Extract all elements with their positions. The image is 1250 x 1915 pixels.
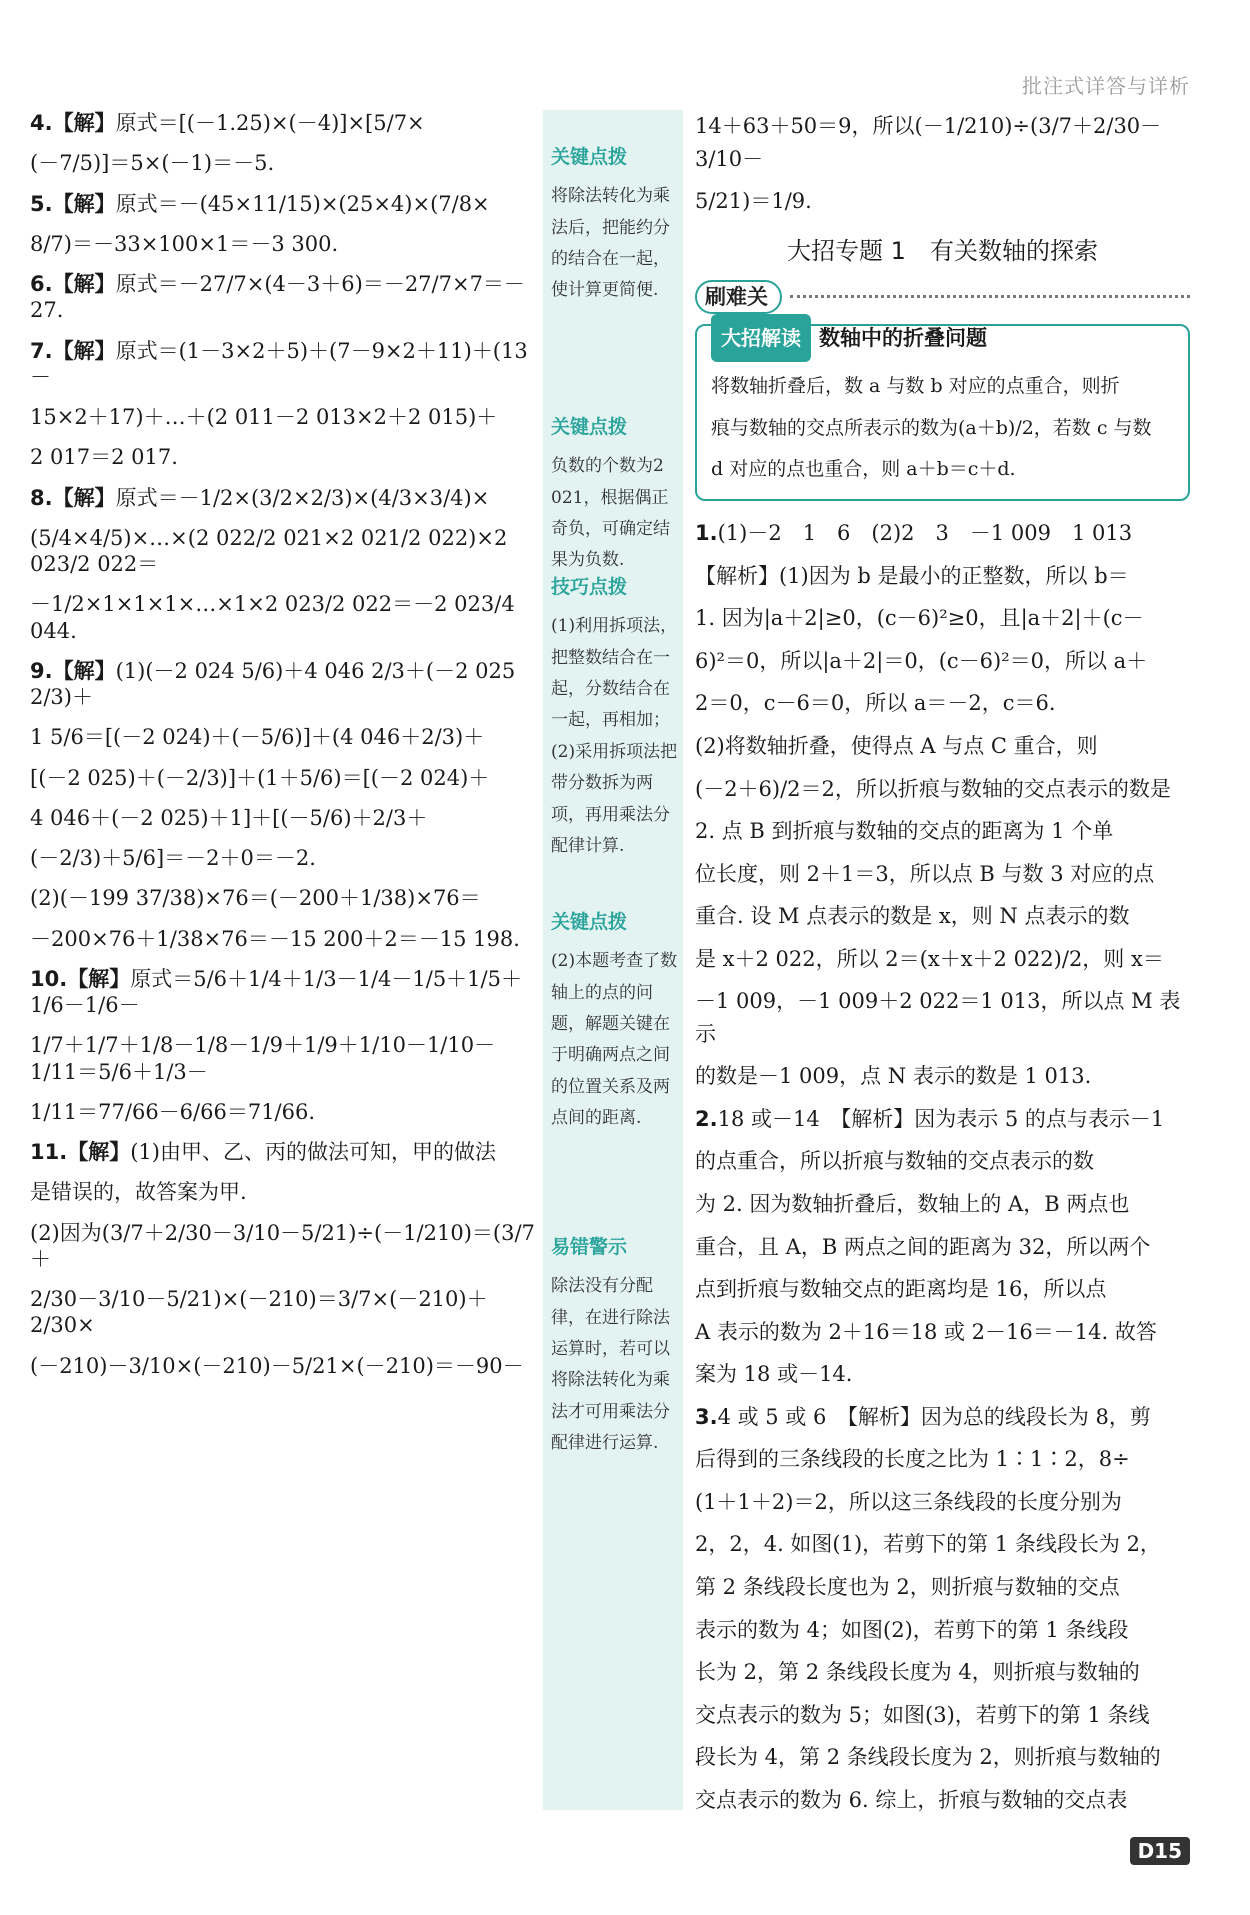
page-number: D15 (1130, 1837, 1190, 1865)
line-text: 原式＝[(－1.25)×(－4)]×[5/7× (115, 111, 425, 135)
section-banner (695, 280, 1190, 314)
line-text: 原式＝－1/2×(3/2×2/3)×(4/3×3/4)× (115, 485, 490, 510)
problem-line (30, 845, 540, 871)
line-text: A 表示的数为 2＋16＝18 或 2－16＝－14. 故答 (695, 1319, 1157, 1344)
annotation-text: (2)本题考查了数轴上的点的问题，解题关键在于明确两点之间的位置关系及两点间的距离. (551, 951, 678, 1129)
problem-line (30, 1179, 540, 1205)
line-text: 后得到的三条线段的长度之比为 1∶1∶2，8÷ (695, 1447, 1130, 1472)
solution-tag: 【解】 (67, 965, 131, 991)
line-text: －1/2×1×1×1×…×1×2 023/2 022＝－2 023/4 044. (30, 592, 522, 643)
continuation-line: 14＋63＋50＝9，所以(－1/210)÷(3/7＋2/30－3/10－ (695, 114, 1162, 171)
answer-line (695, 1443, 1190, 1476)
line-text: 8/7)＝－33×100×1＝－3 300. (30, 231, 339, 256)
answer-line (695, 943, 1190, 976)
annotation-block (551, 1230, 679, 1460)
solution-tag: 【解】 (52, 484, 116, 510)
problem-line (30, 805, 540, 831)
problem-line (30, 485, 540, 511)
answer-line (695, 815, 1190, 848)
problem-number: 7. (30, 338, 53, 363)
tip-line: 将数轴折叠后，数 a 与数 b 对应的点重合，则折 (711, 374, 1120, 397)
line-text: 4 或 5 或 6 【解析】因为总的线段长为 8，剪 (717, 1404, 1151, 1429)
annotation-block (551, 140, 679, 307)
problem-line (30, 338, 540, 391)
line-text: (1)由甲、乙、丙的做法可知，甲的做法 (130, 1140, 496, 1164)
answer-line (695, 1571, 1190, 1604)
problem-line (30, 658, 540, 711)
problem-number: 4. (30, 111, 53, 135)
line-text: 长为 2，第 2 条线段长度为 4，则折痕与数轴的 (695, 1660, 1140, 1685)
line-text: 6)²＝0，所以|a＋2|＝0，(c－6)²＝0，所以 a＋ (695, 648, 1148, 673)
problem-line (30, 525, 540, 578)
line-text: 2，2，4. 如图(1)，若剪下的第 1 条线段长为 2， (695, 1532, 1161, 1557)
problem-number: 6. (30, 272, 53, 296)
line-text: 的数是－1 009，点 N 表示的数是 1 013. (695, 1064, 1092, 1089)
line-text: 1 5/6＝[(－2 024)＋(－5/6)]＋(4 046＋2/3)＋ (30, 725, 485, 750)
answer-line (695, 1188, 1190, 1221)
line-text: 2＝0，c－6＝0，所以 a＝－2，c＝6. (695, 691, 1056, 716)
annotation-block (551, 905, 679, 1135)
answer-line (695, 985, 1190, 1050)
right-column (695, 110, 1190, 1826)
line-text: 2. 点 B 到折痕与数轴的交点的距离为 1 个单 (695, 819, 1114, 844)
line-text: －1 009，－1 009＋2 022＝1 013，所以点 M 表示 (695, 989, 1181, 1046)
annotation-title: 技巧点拨 (551, 576, 628, 598)
line-text: 重合. 设 M 点表示的数是 x，则 N 点表示的数 (695, 904, 1130, 929)
line-text: 1/7＋1/7＋1/8－1/8－1/9＋1/9＋1/10－1/10－1/11＝5/6＋1/3－ (30, 1033, 496, 1084)
answer-number: 3. (695, 1404, 718, 1429)
left-column (30, 110, 540, 1393)
problem-line (30, 966, 540, 1019)
line-text: 点到折痕与数轴交点的距离均是 16，所以点 (695, 1277, 1107, 1302)
line-text: －200×76＋1/38×76＝－15 200＋2＝－15 198. (30, 926, 520, 951)
annotation-title: 关键点拨 (551, 416, 628, 438)
line-text: (－2＋6)/2＝2，所以折痕与数轴的交点表示的数是 (695, 776, 1171, 801)
banner-badge: 刷难关 (695, 280, 782, 314)
line-text: 1. 因为|a＋2|≥0，(c－6)²≥0，且|a＋2|＋(c－ (695, 606, 1144, 631)
annotation-title: 关键点拨 (551, 911, 628, 933)
problem (30, 338, 540, 471)
answer (695, 1103, 1190, 1391)
problem-line (30, 885, 540, 911)
line-text: 重合，且 A，B 两点之间的距离为 32，所以两个 (695, 1234, 1151, 1259)
line-text: (1)(－2 024 5/6)＋4 046 2/3＋(－2 025 2/3)＋ (30, 658, 522, 709)
answer-line (695, 1103, 1190, 1136)
line-text: 原式＝－27/7×(4－3＋6)＝－27/7×7＝－27. (30, 272, 525, 323)
line-text: 第 2 条线段长度也为 2，则折痕与数轴的交点 (695, 1574, 1120, 1599)
problem-number: 5. (30, 191, 53, 216)
annotation-title: 易错警示 (551, 1236, 628, 1258)
line-text: 【解析】(1)因为 b 是最小的正整数，所以 b＝ (695, 563, 1129, 588)
line-text: 是错误的，故答案为甲. (30, 1180, 247, 1205)
annotation-text: (1)利用拆项法，把整数结合在一起，分数结合在一起，再相加；(2)采用拆项法把带分数拆为两项，再用乘法分配律计算. (551, 616, 678, 857)
line-text: 1/11＝77/66－6/66＝71/66. (30, 1099, 316, 1124)
line-text: (1)－2 1 6 (2)2 3 －1 009 1 013 (717, 521, 1133, 546)
line-text: [(－2 025)＋(－2/3)]＋(1＋5/6)＝[(－2 024)＋ (30, 765, 490, 790)
line-text: (－210)－3/10×(－210)－5/21×(－210)＝－90－ (30, 1353, 524, 1378)
line-text: (5/4×4/5)×…×(2 022/2 021×2 021/2 022)×2 023/2 022＝ (30, 525, 515, 576)
tip-label: 大招解读 (711, 314, 811, 362)
problem (30, 485, 540, 644)
problem-line (30, 271, 540, 324)
answer-line (695, 1699, 1190, 1732)
line-text: 是 x＋2 022，所以 2＝(x＋x＋2 022)/2，则 x＝ (695, 946, 1164, 971)
problem-number: 9. (30, 658, 53, 683)
line-text: (2)(－199 37/38)×76＝(－200＋1/38)×76＝ (30, 886, 481, 911)
answer-line (695, 645, 1190, 678)
answer (695, 1401, 1190, 1816)
problem-number: 10. (30, 966, 68, 991)
line-text: 2 017＝2 017. (30, 445, 178, 470)
problem-line (30, 591, 540, 644)
continuation (695, 110, 1190, 218)
annotation-block (551, 410, 679, 577)
solution-tag: 【解】 (52, 110, 116, 135)
problem-line (30, 1220, 540, 1273)
problem (30, 1139, 540, 1379)
answer-line (695, 900, 1190, 933)
answer-line (695, 517, 1190, 550)
line-text: (2)因为(3/7＋2/30－3/10－5/21)÷(－1/210)＝(3/7＋ (30, 1220, 535, 1271)
answer-line (695, 1401, 1190, 1434)
tip-line: d 对应的点也重合，则 a＋b＝c＋d. (711, 458, 1016, 481)
tip-line: 痕与数轴的交点所表示的数为(a＋b)/2，若数 c 与数 (711, 416, 1152, 439)
problem (30, 271, 540, 324)
answer-line (695, 1741, 1190, 1774)
problem (30, 658, 540, 952)
answers (695, 517, 1190, 1816)
problem-line (30, 191, 540, 217)
problem-line (30, 110, 540, 136)
line-text: (－7/5)]＝5×(－1)＝－5. (30, 151, 275, 176)
answer-number: 1. (695, 521, 718, 546)
problem-line (30, 150, 540, 176)
answer-line (695, 560, 1190, 593)
answer (695, 517, 1190, 1093)
answer-line (695, 1231, 1190, 1264)
line-text: 的点重合，所以折痕与数轴的交点表示的数 (695, 1149, 1094, 1174)
line-text: 2/30－3/10－5/21)×(－210)＝3/7×(－210)＋2/30× (30, 1287, 488, 1338)
answer-number: 2. (695, 1106, 718, 1131)
annotation-title: 关键点拨 (551, 146, 628, 168)
line-text: 交点表示的数为 6. 综上，折痕与数轴的交点表 (695, 1787, 1128, 1812)
line-text: 4 046＋(－2 025)＋1]＋[(－5/6)＋2/3＋ (30, 805, 428, 830)
problem-line (30, 765, 540, 791)
line-text: (1＋1＋2)＝2，所以这三条线段的长度分别为 (695, 1489, 1122, 1514)
problem-line (30, 1099, 540, 1125)
line-text: 原式＝5/6＋1/4＋1/3－1/4－1/5＋1/5＋1/6－1/6－ (30, 966, 522, 1017)
banner-dots (790, 295, 1190, 298)
solution-tag: 【解】 (52, 657, 116, 683)
answer-line (695, 602, 1190, 635)
tip-title: 数轴中的折叠问题 (819, 325, 987, 350)
line-text: (2)将数轴折叠，使得点 A 与点 C 重合，则 (695, 734, 1098, 759)
problem-line (30, 724, 540, 750)
answer-line (695, 1656, 1190, 1689)
problem-line (30, 926, 540, 952)
annotation-text: 将除法转化为乘法后，把能约分的结合在一起，使计算更简便. (551, 186, 670, 301)
problem (30, 191, 540, 258)
answer-line (695, 1486, 1190, 1519)
line-text: (－2/3)＋5/6]＝－2＋0＝－2. (30, 846, 316, 870)
problem-line (30, 444, 540, 470)
problem-line (30, 1286, 540, 1339)
answer-line (695, 773, 1190, 806)
page-header: 批注式详答与详析 (1022, 74, 1190, 98)
annotation-text: 除法没有分配律，在进行除法运算时，若可以将除法转化为乘法才可用乘法分配律进行运算. (551, 1276, 670, 1454)
topic-title: 大招专题 1 有关数轴的探索 (787, 236, 1098, 265)
line-text: 表示的数为 4；如图(2)，若剪下的第 1 条线段 (695, 1617, 1129, 1642)
answer-line (695, 687, 1190, 720)
answer-line (695, 1528, 1190, 1561)
problem (30, 966, 540, 1125)
problem-line (30, 231, 540, 257)
solution-tag: 【解】 (52, 190, 116, 216)
problem-line (30, 1032, 540, 1085)
problem (30, 110, 540, 177)
line-text: 案为 18 或－14. (695, 1362, 853, 1387)
annotation-column (543, 110, 683, 1810)
problem-number: 8. (30, 485, 53, 510)
line-text: 段长为 4，第 2 条线段长度为 2，则折痕与数轴的 (695, 1745, 1161, 1770)
problem-line (30, 404, 540, 430)
line-text: 位长度，则 2＋1＝3，所以点 B 与数 3 对应的点 (695, 861, 1155, 886)
line-text: 为 2. 因为数轴折叠后，数轴上的 A，B 两点也 (695, 1192, 1130, 1217)
answer-line (695, 1316, 1190, 1349)
answer-line (695, 858, 1190, 891)
answer-line (695, 1784, 1190, 1817)
solution-tag: 【解】 (52, 337, 116, 363)
line-text: 15×2＋17)＋…＋(2 011－2 013×2＋2 015)＋ (30, 405, 498, 429)
problem-line (30, 1353, 540, 1379)
problem-number: 11. (30, 1140, 68, 1164)
line-text: 交点表示的数为 5；如图(3)，若剪下的第 1 条线 (695, 1702, 1150, 1727)
problem-line (30, 1139, 540, 1165)
annotation-text: 负数的个数为2 021，根据偶正奇负，可确定结果为负数. (551, 456, 670, 571)
line-text: 原式＝－(45×11/15)×(25×4)×(7/8× (115, 191, 490, 216)
solution-tag: 【解】 (52, 271, 116, 296)
line-text: 原式＝(1－3×2＋5)＋(7－9×2＋11)＋(13－ (30, 338, 528, 389)
answer-line (695, 730, 1190, 763)
answer-line (695, 1614, 1190, 1647)
annotation-block (551, 570, 679, 863)
answer-line (695, 1060, 1190, 1093)
answer-line (695, 1273, 1190, 1306)
line-text: 18 或－14 【解析】因为表示 5 的点与表示－1 (717, 1106, 1165, 1131)
answer-line (695, 1358, 1190, 1391)
answer-line (695, 1145, 1190, 1178)
tip-box (695, 324, 1190, 501)
solution-tag: 【解】 (67, 1139, 131, 1164)
continuation-line: 5/21)＝1/9. (695, 189, 812, 214)
